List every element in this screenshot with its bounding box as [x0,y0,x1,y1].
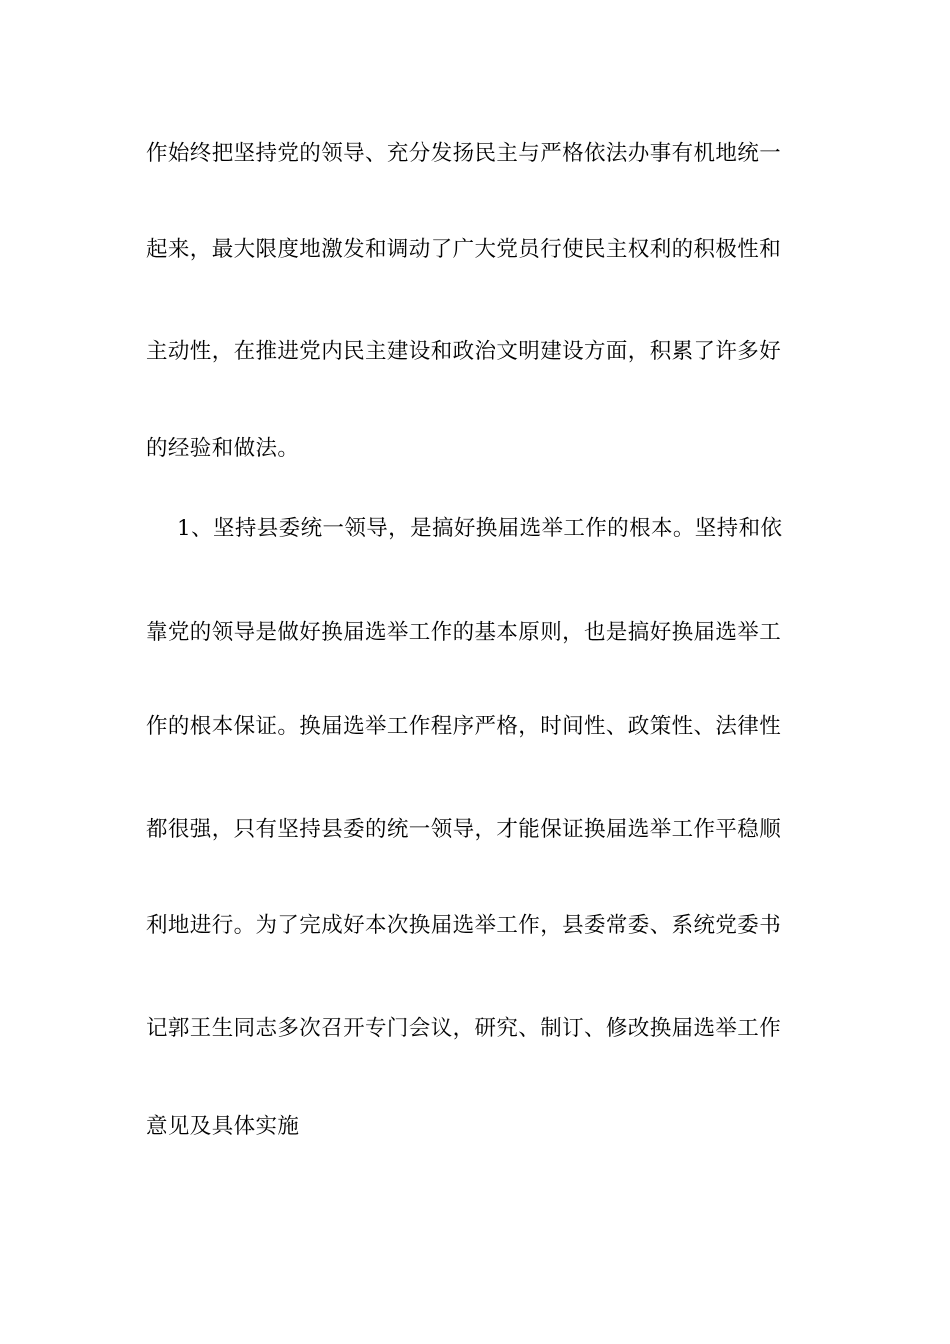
body-text-line: 利地进行。为了完成好本次换届选举工作，县委常委、系统党委书 [146,913,782,938]
body-text-line: 起来，最大限度地激发和调动了广大党员行使民主权利的积极性和 [146,237,782,262]
body-text-line: 作始终把坚持党的领导、充分发扬民主与严格依法办事有机地统一 [146,141,782,166]
body-text-line: 都很强，只有坚持县委的统一领导，才能保证换届选举工作平稳顺 [146,817,782,842]
body-text-line: 靠党的领导是做好换届选举工作的基本原则，也是搞好换届选举工 [146,620,782,645]
section-heading-line: 1、坚持县委统一领导，是搞好换届选举工作的根本。坚持和依 [177,516,783,541]
body-text-line: 记郭王生同志多次召开专门会议，研究、制订、修改换届选举工作 [146,1016,782,1041]
body-text-line: 作的根本保证。换届选举工作程序严格，时间性、政策性、法律性 [146,714,782,739]
body-text-line: 主动性，在推进党内民主建设和政治文明建设方面，积累了许多好 [146,339,782,364]
body-text-line: 意见及具体实施 [146,1114,300,1139]
body-text-line: 的经验和做法。 [146,436,300,461]
